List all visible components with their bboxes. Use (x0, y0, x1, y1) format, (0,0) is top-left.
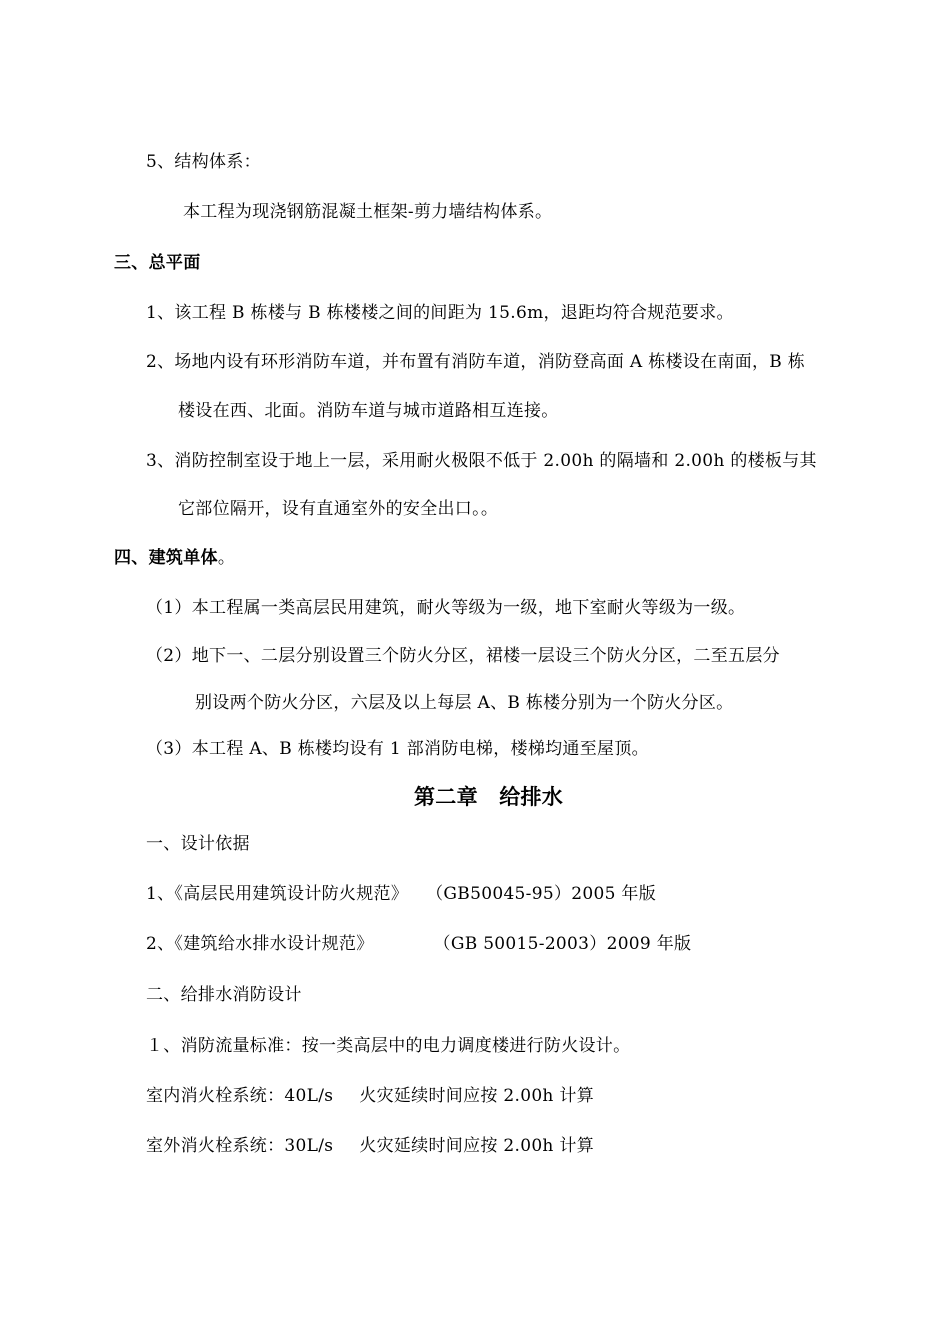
design-basis-heading: 一、设计依据 (146, 834, 250, 854)
section-3-heading: 三、总平面 (114, 253, 201, 273)
indoor-hydrant-system (146, 1084, 594, 1108)
outdoor-hydrant-label: 室外消火栓系统：30L/s (146, 1136, 334, 1156)
design-basis-item-2-name: 2、《建筑给水排水设计规范》 (146, 934, 374, 954)
design-basis-item-1 (146, 882, 656, 906)
section-4-heading (114, 546, 235, 570)
section-3-item-2-line-1: 2、场地内设有环形消防车道，并布置有消防车道，消防登高面 A 栋楼设在南面，B 栋 (146, 352, 806, 372)
design-basis-item-1-name: 1、《高层民用建筑设计防火规范》 (146, 884, 409, 904)
section-4-item-2-line-2: 别设两个防火分区，六层及以上每层 A、B 栋楼分别为一个防火分区。 (195, 693, 734, 713)
section-3-item-2-line-2: 楼设在西、北面。消防车道与城市道路相互连接。 (178, 401, 559, 421)
outdoor-hydrant-duration: 火灾延续时间应按 2.00h 计算 (359, 1136, 594, 1156)
fire-flow-standard: １、消防流量标准：按一类高层中的电力调度楼进行防火设计。 (146, 1036, 631, 1056)
section-3-item-3-line-2: 它部位隔开，设有直通室外的安全出口。。 (178, 499, 499, 519)
section-3-item-1: 1、该工程 B 栋楼与 B 栋楼楼之间的间距为 15.6m，退距均符合规范要求。 (146, 303, 734, 323)
chapter-2-title: 第二章 给排水 (414, 785, 564, 809)
indoor-hydrant-label: 室内消火栓系统：40L/s (146, 1086, 334, 1106)
section-4-item-2-line-1: （2）地下一、二层分别设置三个防火分区，裙楼一层设三个防火分区，二至五层分 (146, 646, 780, 666)
section-4-heading-tail: 。 (217, 548, 236, 568)
section-4-heading-text: 四、建筑单体 (114, 548, 218, 568)
fire-design-heading: 二、给排水消防设计 (146, 985, 302, 1005)
item-5-structure-body: 本工程为现浇钢筋混凝土框架-剪力墙结构体系。 (183, 202, 553, 222)
section-4-item-3: （3）本工程 A、B 栋楼均设有 1 部消防电梯，楼梯均通至屋顶。 (146, 739, 649, 759)
design-basis-item-2 (146, 932, 691, 956)
section-4-item-1: （1）本工程属一类高层民用建筑，耐火等级为一级，地下室耐火等级为一级。 (146, 598, 746, 618)
design-basis-item-1-code: （GB50045-95）2005 年版 (426, 884, 657, 904)
design-basis-item-2-code: （GB 50015-2003）2009 年版 (433, 934, 692, 954)
outdoor-hydrant-system (146, 1134, 594, 1158)
section-3-item-3-line-1: 3、消防控制室设于地上一层，采用耐火极限不低于 2.00h 的隔墙和 2.00h 的楼板与其 (146, 451, 817, 471)
indoor-hydrant-duration: 火灾延续时间应按 2.00h 计算 (359, 1086, 594, 1106)
item-5-structure-title: 5、结构体系： (146, 152, 261, 172)
